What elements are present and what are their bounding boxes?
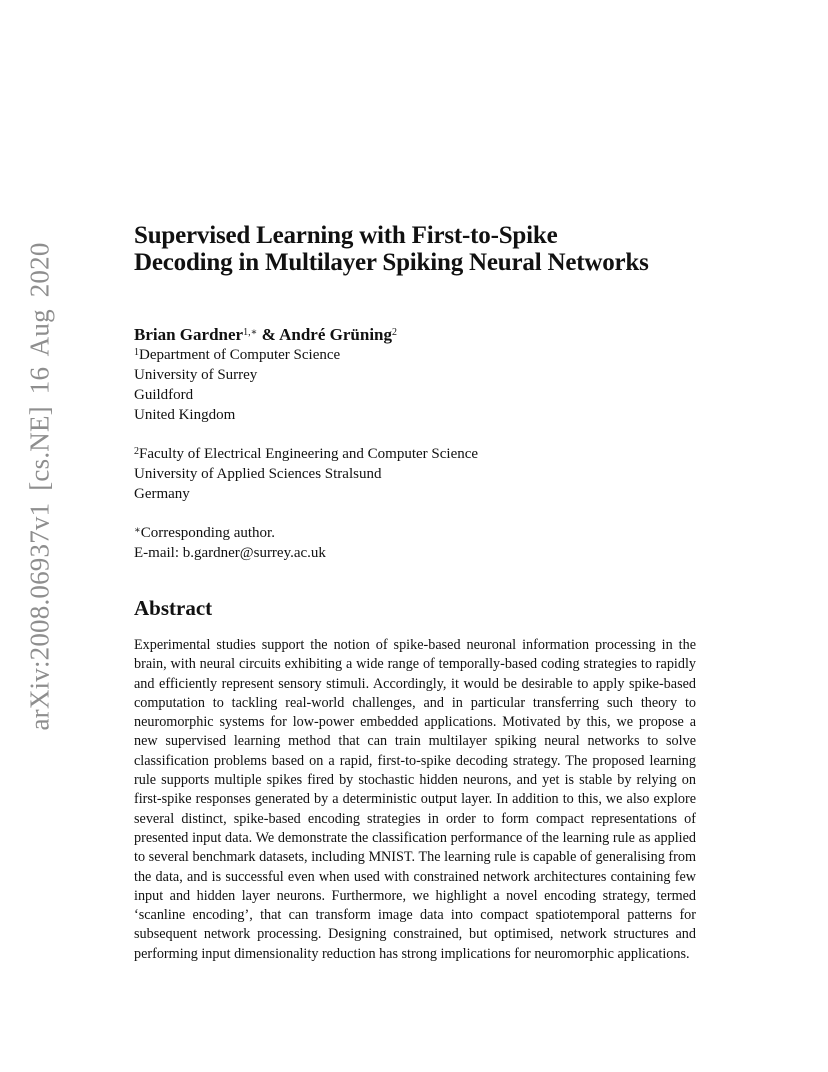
affiliation-1-line: Guildford bbox=[134, 387, 194, 403]
affiliation-2-mark: 2 bbox=[134, 446, 139, 457]
paper-title-line-2: Decoding in Multilayer Spiking Neural Networks bbox=[134, 249, 649, 276]
affiliation-2-line: $^2$Faculty of Electrical Engineering and Computer Science bbox=[134, 446, 479, 462]
affiliation-2 bbox=[134, 444, 696, 504]
author-2-affiliation-mark: 2 bbox=[392, 327, 398, 338]
author-name-1: Brian Gardner bbox=[134, 325, 244, 344]
arxiv-identifier-stamp bbox=[19, 241, 61, 731]
paper-title bbox=[134, 222, 696, 276]
paper-title-line-1: Supervised Learning with First-to-Spike bbox=[134, 222, 558, 249]
affiliation-1-line: United Kingdom bbox=[134, 407, 236, 423]
paper-front-matter bbox=[134, 222, 696, 978]
author-1-affiliation-mark: 1,∗ bbox=[243, 327, 258, 338]
affiliation-1-line: $^1$Department of Computer Science bbox=[134, 347, 341, 363]
author-separator: & bbox=[257, 325, 280, 344]
corresponding-author-mark: ∗ bbox=[134, 525, 141, 536]
author-list bbox=[134, 325, 696, 345]
arxiv-identifier-text: arXiv:2008.06937v1 [cs.NE] 16 Aug 2020 bbox=[24, 241, 55, 731]
corresponding-email: E-mail: b.gardner@surrey.ac.uk bbox=[134, 545, 326, 561]
abstract-heading: Abstract bbox=[134, 596, 213, 620]
affiliation-2-line: Germany bbox=[134, 486, 190, 502]
abstract-text: Experimental studies support the notion of spike-based neuronal information processing in the brain, with neural circuits exhibiting a wide range of temporally-based coding strategies to rapidly and efficiently represent sensory stimuli. Accordingly, it would be desirable to apply spike-based computation to tackling real-world challenges, and in particular transferring such theory to neuromorphic systems for low-power embedded applications. Motivated by this, we propose a new supervised learning method that can train multilayer spiking neural networks to solve classification problems based on a rapid, first-to-spike decoding strategy. The proposed learning rule supports multiple spikes fired by stochastic hidden neurons, and yet is stable by relying on first-spike responses generated by a deterministic output layer. In addition to this, we also explore several distinct, spike-based encoding strategies in order to form compact representations of presented input data. We demonstrate the classification performance of the learning rule as applied to several benchmark datasets, including MNIST. The learning rule is capable of generalising from the data, and is successful even when used with constrained network architectures containing few input and hidden layer neurons. Furthermore, we highlight a novel encoding strategy, termed ‘scanline encoding’, that can transform image data into compact spatiotemporal patterns for subsequent network processing. Designing constrained, but optimised, network structures and performing input dimensionality reduction has strong implications for neuromorphic applications. bbox=[134, 637, 696, 962]
affiliation-1 bbox=[134, 345, 696, 425]
corresponding-author-line: ∗Corresponding author. bbox=[134, 525, 275, 541]
correspondence-note bbox=[134, 523, 696, 563]
affiliation-1-line: University of Surrey bbox=[134, 367, 258, 383]
author-name-2: André Grüning bbox=[279, 325, 393, 344]
affiliation-2-line: University of Applied Sciences Stralsund bbox=[134, 466, 382, 482]
affiliation-1-mark: 1 bbox=[134, 347, 139, 358]
